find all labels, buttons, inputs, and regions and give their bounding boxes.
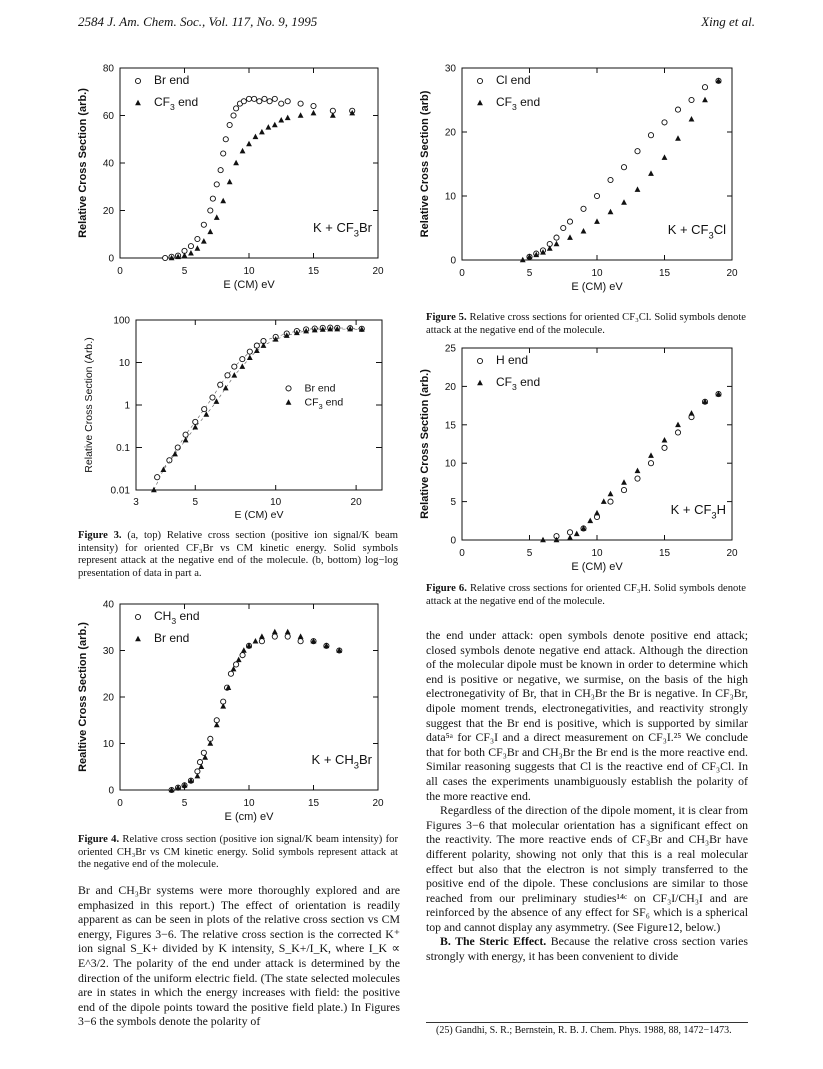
x-tick-label: 20 bbox=[372, 266, 384, 277]
data-point bbox=[594, 218, 600, 224]
legend-label: H end bbox=[496, 353, 529, 367]
x-tick-label: 20 bbox=[726, 268, 738, 279]
data-point bbox=[195, 245, 201, 251]
data-point bbox=[601, 498, 607, 504]
legend-marker bbox=[135, 614, 140, 619]
data-point bbox=[689, 97, 694, 102]
data-point bbox=[223, 137, 228, 142]
data-point bbox=[702, 97, 708, 103]
x-tick-label: 0 bbox=[459, 548, 465, 559]
data-point bbox=[675, 135, 681, 141]
data-point bbox=[234, 662, 239, 667]
left-column-paragraph: Br and CH₃Br systems were more thoroughly explored and are emphasized in this report.) The effect of orientation is readily apparent as can be seen in plots of the relative cross section vs CM energy, Figures 3−6. The relative cross section is the corrected K⁺ ion signal S_K+ divided by K intensity, S_K+/I_K, where I_K ∝ E^3/2. The polarity of the end under attack is determined by the direction of the uniform electric field. (The state selected molecules are in states in which the energy increases with field: the positive end of the dipole points toward the positive field plate.) In Figures 3−6 the symbols denote the polarity of bbox=[78, 883, 400, 1029]
data-point bbox=[311, 110, 317, 116]
data-point bbox=[246, 96, 251, 101]
legend-label: $CF_3$ end bbox=[496, 375, 541, 393]
y-tick-label: 25 bbox=[444, 343, 456, 355]
data-point bbox=[228, 671, 233, 676]
y-tick-label: 20 bbox=[102, 206, 114, 217]
data-point bbox=[188, 244, 193, 249]
y-tick-label: 15 bbox=[444, 420, 456, 432]
data-point bbox=[285, 99, 290, 104]
data-point bbox=[662, 154, 668, 160]
y-tick-label: 0 bbox=[450, 255, 456, 267]
x-tick-label: 5 bbox=[526, 548, 533, 559]
data-point bbox=[621, 487, 626, 492]
legend-label: $CF_3$ end bbox=[304, 396, 344, 412]
data-point bbox=[253, 638, 259, 644]
data-point bbox=[201, 222, 206, 227]
plot-annotation: $K + CF_3Br$ bbox=[312, 220, 372, 239]
data-point bbox=[635, 149, 640, 154]
data-point bbox=[265, 124, 271, 130]
data-point bbox=[254, 343, 259, 348]
x-tick-label: 10 bbox=[591, 268, 603, 279]
figure-5-caption-text: Relative cross sections for oriented CF₃Cl. Solid symbols denote attack at the negative end of the molecule. bbox=[426, 312, 746, 336]
data-point bbox=[202, 407, 207, 412]
legend-marker bbox=[286, 399, 292, 405]
data-point bbox=[272, 629, 278, 635]
y-tick-label: 0 bbox=[450, 535, 456, 547]
data-point bbox=[662, 437, 668, 443]
figure-3a-chart bbox=[72, 58, 402, 308]
data-point bbox=[272, 634, 277, 639]
data-point bbox=[298, 639, 303, 644]
data-point bbox=[702, 85, 707, 90]
data-point bbox=[259, 129, 265, 135]
data-point bbox=[246, 141, 252, 147]
data-point bbox=[285, 115, 291, 121]
figure-3-caption bbox=[78, 530, 398, 580]
legend-marker bbox=[135, 78, 140, 83]
data-point bbox=[285, 634, 290, 639]
x-axis-label: E (CM) eV bbox=[223, 279, 275, 291]
data-point bbox=[239, 363, 245, 369]
data-point bbox=[262, 96, 267, 101]
y-tick-label: 0 bbox=[108, 253, 114, 265]
right-column-text bbox=[426, 628, 748, 964]
footnote-rule bbox=[426, 1022, 748, 1023]
data-point bbox=[567, 234, 573, 240]
data-point bbox=[621, 479, 627, 485]
data-point bbox=[574, 531, 580, 537]
figure-5-caption bbox=[426, 312, 746, 337]
data-point bbox=[197, 760, 202, 765]
y-tick-label: 40 bbox=[102, 599, 114, 611]
y-axis-label: Relative Cross Section (Arb.) bbox=[83, 337, 95, 473]
figure-4-caption-label: Figure 4. bbox=[78, 834, 120, 845]
figure-5-caption-label: Figure 5. bbox=[426, 312, 467, 323]
x-axis-label: E (CM) eV bbox=[571, 281, 623, 293]
data-point bbox=[635, 468, 641, 474]
data-point bbox=[183, 432, 188, 437]
data-point bbox=[208, 208, 213, 213]
data-point bbox=[594, 193, 599, 198]
data-point bbox=[298, 112, 304, 118]
data-point bbox=[241, 647, 247, 653]
left-column-text bbox=[78, 883, 400, 1029]
legend-marker bbox=[477, 78, 482, 83]
legend-marker bbox=[135, 100, 141, 106]
figure-5-chart bbox=[420, 58, 750, 300]
x-tick-label: 15 bbox=[658, 268, 671, 279]
footnote-25: (25) Gandhi, S. R.; Bernstein, R. B. J. Chem. Phys. 1988, 88, 1472−1473. bbox=[436, 1025, 732, 1036]
figure-6-caption bbox=[426, 583, 746, 608]
x-tick-label: 20 bbox=[726, 548, 738, 559]
y-axis-label: Relative Cross Section (arb.) bbox=[77, 88, 89, 238]
data-point bbox=[240, 653, 245, 658]
legend-label: Br end bbox=[154, 73, 190, 87]
data-point bbox=[195, 236, 200, 241]
data-point bbox=[554, 241, 560, 247]
legend-label: $CH_3$ end bbox=[154, 609, 200, 627]
section-heading-steric: B. The Steric Effect. bbox=[440, 934, 547, 949]
x-tick-label: 15 bbox=[307, 266, 320, 277]
data-point bbox=[689, 410, 695, 416]
right-paragraph-2: Regardless of the direction of the dipole moment, it is clear from Figures 3−6 that molecular orientation has a significant effect on the reactivity. The more reactive ends of CF₃Br and CH₃Br have different polarity, showing not only that this is a real molecular effect but also that the electron is not simply transferred to the positive end of the dipole. These conclusions are similar to those reached from our preliminary studies¹⁴ᶜ on CF₃I/CH₃I and are reinforced by the absence of any effect for SF₆ which is a spherical top and cannot display any asymmetry. (See Figure12, below.) bbox=[426, 803, 748, 934]
data-point bbox=[621, 165, 626, 170]
figure-4-chart bbox=[72, 594, 402, 830]
data-point bbox=[210, 196, 215, 201]
data-point bbox=[240, 148, 246, 154]
data-point bbox=[193, 419, 198, 424]
data-point bbox=[330, 112, 336, 118]
legend-label: Br end bbox=[304, 382, 336, 395]
data-point bbox=[635, 186, 641, 192]
data-point bbox=[221, 151, 226, 156]
y-tick-label: 80 bbox=[102, 63, 114, 75]
data-point bbox=[247, 354, 253, 360]
legend-marker bbox=[135, 636, 141, 642]
data-point bbox=[175, 445, 180, 450]
plot-annotation: $K + CH_3Br$ bbox=[311, 752, 372, 771]
right-paragraph-3-text: Because the relative cross section varies strongly with energy, it has been convenient to divide bbox=[426, 934, 748, 964]
legend-label: Br end bbox=[154, 631, 190, 645]
data-point bbox=[298, 101, 303, 106]
data-point bbox=[621, 199, 627, 205]
legend-label: Cl end bbox=[496, 73, 531, 87]
data-point bbox=[648, 452, 654, 458]
x-tick-label: 15 bbox=[307, 798, 320, 809]
y-tick-label: 30 bbox=[444, 63, 456, 75]
data-point bbox=[608, 209, 614, 215]
data-point bbox=[279, 101, 284, 106]
y-tick-label: 20 bbox=[444, 381, 456, 393]
data-point bbox=[567, 530, 572, 535]
y-axis-label: Relative Cross Section (arb) bbox=[419, 90, 431, 238]
x-tick-label: 10 bbox=[591, 548, 603, 559]
figure-3-caption-label: Figure 3. bbox=[78, 530, 122, 541]
y-tick-label: 0.1 bbox=[116, 443, 130, 454]
figure-6-chart bbox=[420, 340, 750, 580]
legend-marker bbox=[477, 100, 483, 106]
y-tick-label: 10 bbox=[102, 739, 114, 750]
x-tick-label: 15 bbox=[658, 548, 671, 559]
data-point bbox=[635, 476, 640, 481]
y-tick-label: 10 bbox=[118, 358, 130, 369]
plot-annotation: $K + CF_3H$ bbox=[670, 502, 726, 521]
y-tick-label: 1 bbox=[124, 400, 130, 412]
figure-6-caption-label: Figure 6. bbox=[426, 583, 467, 594]
data-point bbox=[648, 133, 653, 138]
x-axis-label: E (CM) eV bbox=[234, 509, 284, 521]
data-point bbox=[182, 252, 188, 257]
legend-marker bbox=[477, 358, 482, 363]
figure-3-caption-text: (a, top) Relative cross section (positive ion signal/K beam intensity) for oriented CF₃Br vs CM kinetic energy. Solid symbols represent attack at the negative end of the molecule. (b, bottom) log−log presentation of data in part a. bbox=[78, 530, 398, 579]
data-point bbox=[172, 451, 178, 457]
data-point bbox=[554, 235, 559, 240]
data-point bbox=[223, 385, 229, 391]
data-point bbox=[254, 347, 260, 353]
running-header-right: Xing et al. bbox=[701, 14, 755, 29]
x-tick-label: 20 bbox=[372, 798, 384, 809]
data-point bbox=[227, 122, 232, 127]
data-point bbox=[285, 629, 291, 635]
data-point bbox=[298, 633, 304, 639]
figure-3b-chart bbox=[72, 310, 402, 530]
running-header-left: 2584 J. Am. Chem. Soc., Vol. 117, No. 9, 1995 bbox=[78, 14, 318, 29]
data-point bbox=[272, 122, 278, 128]
legend-marker bbox=[477, 380, 483, 386]
y-tick-label: 20 bbox=[444, 127, 456, 139]
data-point bbox=[231, 372, 237, 378]
data-point bbox=[201, 750, 206, 755]
x-tick-label: 5 bbox=[526, 268, 533, 279]
y-tick-label: 100 bbox=[113, 315, 130, 327]
data-point bbox=[234, 106, 239, 111]
plot-annotation: $K + CF_3Cl$ bbox=[667, 222, 726, 241]
data-point bbox=[689, 116, 695, 122]
figure-4-caption-text: Relative cross section (positive ion signal/K beam intensity) for oriented CH₃Br vs CM kinetic energy. Solid symbols represent attack at the negative end of the molecule. bbox=[78, 834, 398, 871]
x-axis-label: E (CM) eV bbox=[571, 561, 623, 573]
data-point bbox=[567, 219, 572, 224]
y-tick-label: 0 bbox=[108, 785, 114, 797]
x-tick-label: 0 bbox=[117, 266, 123, 277]
data-point bbox=[567, 534, 573, 540]
y-tick-label: 5 bbox=[450, 497, 456, 509]
data-point bbox=[214, 214, 220, 220]
data-point bbox=[188, 250, 194, 256]
x-tick-label: 10 bbox=[243, 798, 255, 809]
data-point bbox=[163, 255, 168, 260]
y-axis-label: Realtive Cross Section (arb.) bbox=[77, 622, 89, 772]
data-point bbox=[220, 198, 226, 204]
y-tick-label: 20 bbox=[102, 692, 114, 704]
y-tick-label: 0.01 bbox=[110, 485, 130, 497]
data-point bbox=[253, 134, 259, 140]
x-axis-label: E (cm) eV bbox=[224, 811, 274, 823]
data-point bbox=[218, 168, 223, 173]
data-point bbox=[675, 422, 681, 428]
data-point bbox=[240, 357, 245, 362]
data-point bbox=[594, 510, 600, 516]
series-guide-line bbox=[154, 329, 362, 490]
data-point bbox=[232, 364, 237, 369]
data-point bbox=[210, 395, 215, 400]
data-point bbox=[581, 206, 586, 211]
data-point bbox=[259, 633, 265, 639]
data-point bbox=[201, 238, 207, 244]
x-tick-label: 5 bbox=[181, 798, 188, 809]
data-point bbox=[648, 461, 653, 466]
data-point bbox=[662, 120, 667, 125]
y-axis-label: Relative Cross Section (arb.) bbox=[419, 369, 431, 519]
data-point bbox=[675, 107, 680, 112]
data-point bbox=[272, 96, 277, 101]
y-tick-label: 10 bbox=[444, 191, 456, 203]
y-tick-label: 60 bbox=[102, 111, 114, 122]
x-tick-label: 10 bbox=[243, 266, 255, 277]
legend-label: $CF_3$ end bbox=[154, 95, 199, 113]
legend-marker bbox=[286, 386, 291, 391]
x-tick-label: 20 bbox=[350, 497, 362, 508]
data-point bbox=[587, 518, 593, 524]
data-point bbox=[227, 179, 233, 185]
data-point bbox=[259, 639, 264, 644]
x-tick-label: 5 bbox=[181, 266, 188, 277]
data-point bbox=[247, 349, 252, 354]
x-tick-label: 5 bbox=[192, 497, 199, 508]
data-point bbox=[241, 99, 246, 104]
data-point bbox=[218, 382, 223, 387]
data-point bbox=[675, 430, 680, 435]
data-point bbox=[561, 225, 566, 230]
x-tick-label: 3 bbox=[133, 497, 139, 508]
data-point bbox=[608, 499, 613, 504]
right-paragraph-3 bbox=[426, 934, 748, 963]
figure-6-caption-text: Relative cross sections for oriented CF₃H. Solid symbols denote attack at the negative end of the molecule. bbox=[426, 583, 746, 607]
y-tick-label: 30 bbox=[102, 646, 114, 657]
data-point bbox=[278, 117, 284, 123]
data-point bbox=[214, 182, 219, 187]
y-tick-label: 40 bbox=[102, 158, 114, 170]
data-point bbox=[581, 228, 587, 234]
x-tick-label: 0 bbox=[459, 268, 465, 279]
data-point bbox=[233, 160, 239, 166]
data-point bbox=[608, 177, 613, 182]
legend-label: $CF_3$ end bbox=[496, 95, 541, 113]
data-point bbox=[662, 445, 667, 450]
data-point bbox=[267, 99, 272, 104]
data-point bbox=[225, 373, 230, 378]
data-point bbox=[252, 96, 257, 101]
data-point bbox=[311, 103, 316, 108]
x-tick-label: 10 bbox=[270, 497, 282, 508]
data-point bbox=[231, 113, 236, 118]
data-point bbox=[257, 99, 262, 104]
figure-4-caption bbox=[78, 834, 398, 872]
x-tick-label: 0 bbox=[117, 798, 123, 809]
data-point bbox=[207, 229, 213, 235]
right-paragraph-1: the end under attack: open symbols denote positive end attack; closed symbols denote negative end attack. Although the direction of the molecular dipole must be known in order to determine which end is positive or negative, we surmise, on the basis of the high electronegativity of Br, that in CH₃Br the Br is negative. In CF₃Br, dipole moment trends, electronegativities, and reactivity strongly suggest that the Br end is positive, which is supported by similar data⁵ᵃ for CF₃I and a direct measurement on CF₃I.²⁵ We conclude that for both CF₃Br and CH₃Br the Br end is the more reactive end. Similar reasoning suggests that Cl is the reactive end of CF₃Cl. In all cases the experiments unambiguously establish the polarity of the more reactive end. bbox=[426, 628, 748, 803]
y-tick-label: 10 bbox=[444, 458, 456, 470]
data-point bbox=[608, 491, 614, 497]
data-point bbox=[648, 170, 654, 176]
